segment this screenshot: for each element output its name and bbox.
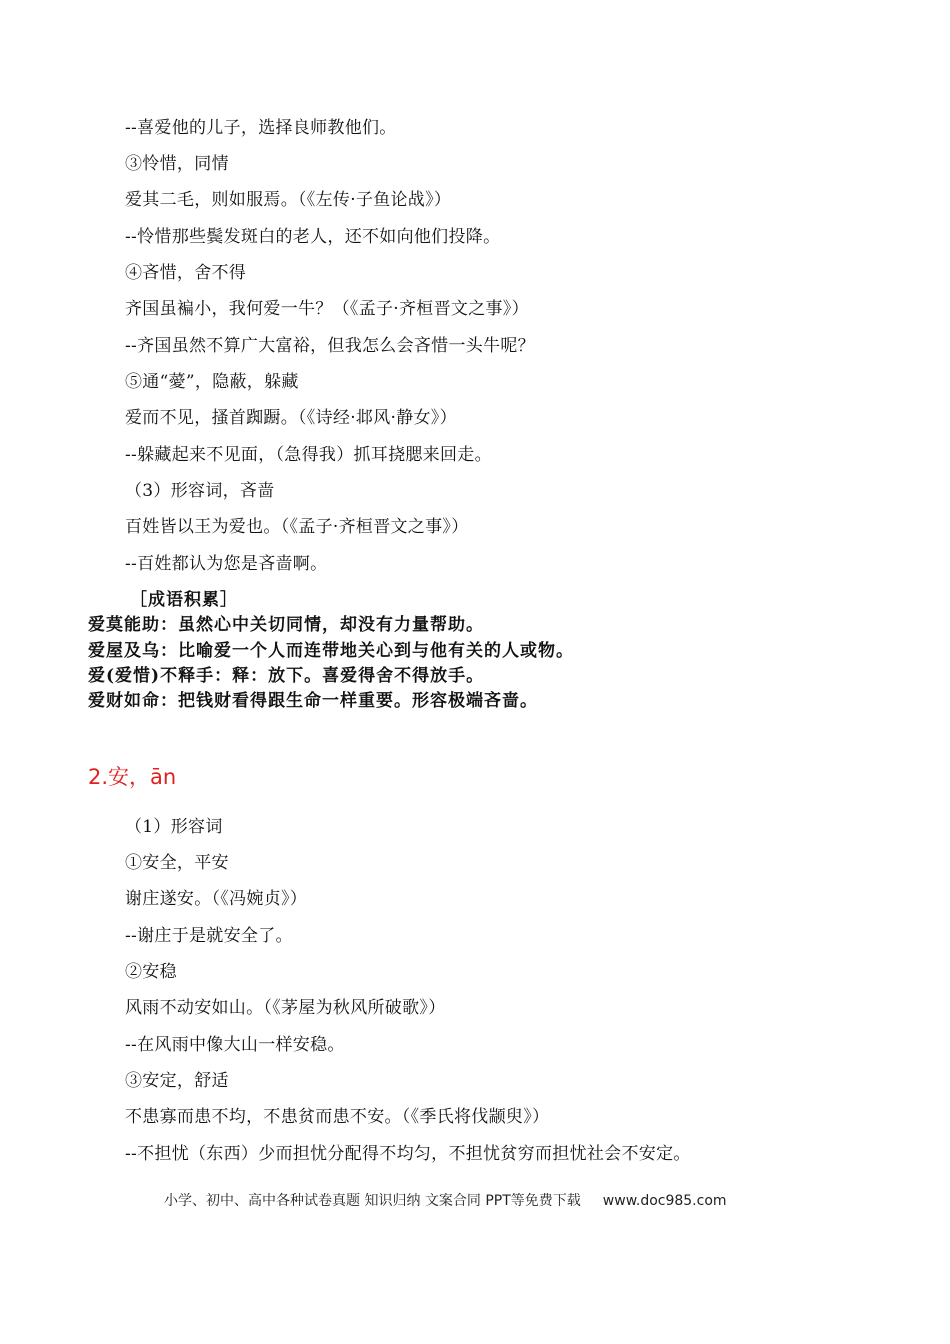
translation-line: --百姓都认为您是吝啬啊。 [125, 554, 328, 574]
translation-line: --怜惜那些鬓发斑白的老人，还不如向他们投降。 [125, 227, 501, 247]
section-heading: 2.安，ān [88, 765, 177, 789]
translation-line: --躲藏起来不见面，（急得我）抓耳挠腮来回走。 [125, 445, 492, 465]
example-line: 百姓皆以王为爱也。（《孟子·齐桓晋文之事》） [125, 517, 469, 537]
example-line: 谢庄遂安。（《冯婉贞》） [125, 889, 308, 909]
example-line: 不患寡而患不均，不患贫而患不安。（《季氏将伐颛臾》） [125, 1107, 550, 1127]
example-line: 爱其二毛，则如服焉。（《左传·子鱼论战》） [125, 190, 452, 210]
part-of-speech-heading: （3）形容词，吝啬 [125, 481, 275, 501]
example-line: 爱而不见，搔首踟蹰。（《诗经·邶风·静女》） [125, 408, 457, 428]
part-of-speech-heading: （1）形容词 [125, 817, 223, 837]
sense-heading: ②安稳 [125, 962, 177, 982]
translation-line: --在风雨中像大山一样安稳。 [125, 1035, 345, 1055]
example-line: 风雨不动安如山。（《茅屋为秋风所破歌》） [125, 998, 446, 1018]
sense-heading: ④吝惜，舍不得 [125, 263, 247, 283]
idiom-section-header: ［成语积累］ [130, 590, 238, 610]
example-line: 齐国虽褊小，我何爱一牛？（《孟子·齐桓晋文之事》） [125, 299, 529, 319]
page-footer [164, 1192, 727, 1210]
sense-heading: ①安全，平安 [125, 853, 229, 873]
footer-text: 小学、初中、高中各种试卷真题 知识归纳 文案合同 PPT等免费下载 [164, 1193, 581, 1209]
sense-heading: ③安定，舒适 [125, 1071, 229, 1091]
sense-heading: ③怜惜，同情 [125, 154, 229, 174]
idiom-item: 爱财如命：把钱财看得跟生命一样重要。形容极端吝啬。 [88, 691, 538, 711]
translation-line: --不担忧（东西）少而担忧分配得不均匀，不担忧贫穷而担忧社会不安定。 [125, 1144, 691, 1164]
idiom-item: 爱莫能助：虽然心中关切同情，却没有力量帮助。 [88, 615, 484, 635]
translation-line: --齐国虽然不算广大富裕，但我怎么会吝惜一头牛呢？ [125, 336, 535, 356]
idiom-item: 爱屋及乌：比喻爱一个人而连带地关心到与他有关的人或物。 [88, 641, 574, 661]
text-line: --喜爱他的儿子，选择良师教他们。 [125, 118, 397, 138]
footer-url-link[interactable]: www.doc985.com [602, 1193, 727, 1209]
translation-line: --谢庄于是就安全了。 [125, 926, 293, 946]
idiom-item: 爱(爱惜)不释手：释：放下。喜爱得舍不得放手。 [88, 666, 485, 686]
sense-heading: ⑤通“薆”，隐蔽，躲藏 [125, 372, 299, 392]
